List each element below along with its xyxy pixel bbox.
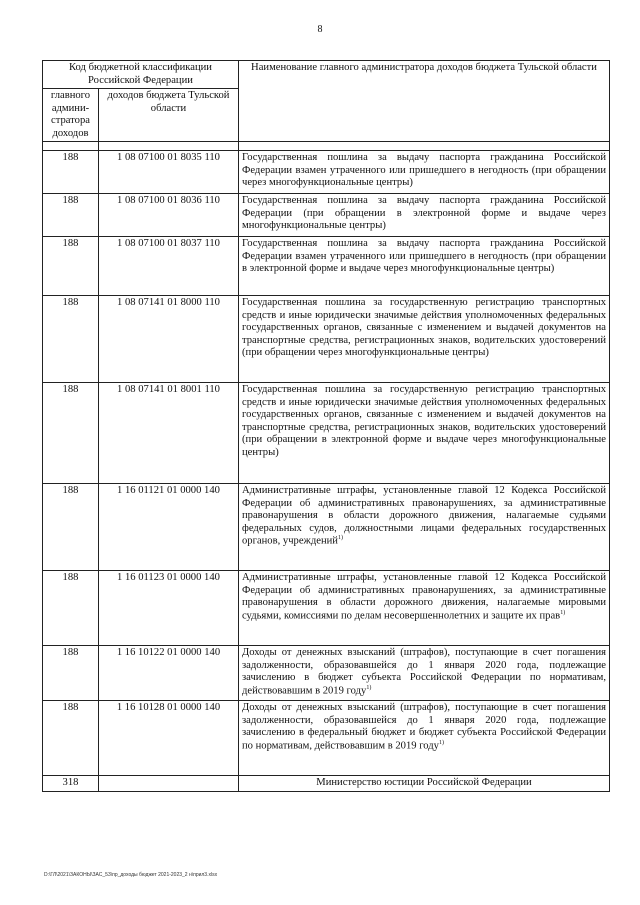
admin-code-cell: 188 bbox=[43, 237, 99, 296]
description-cell bbox=[239, 151, 610, 194]
admin-code-cell: 188 bbox=[43, 151, 99, 194]
admin-code-cell: 188 bbox=[43, 383, 99, 484]
description-text: Государственная пошлина за выдачу паспорта гражданина Российской Федерации (при обращении в электронной форме и выдаче через многофункциональные центры) bbox=[242, 195, 606, 231]
footnote-marker: 1) bbox=[366, 684, 372, 691]
table-row bbox=[43, 701, 610, 776]
table-row bbox=[43, 646, 610, 701]
description-text: Государственная пошлина за выдачу паспорта гражданина Российской Федерации взамен утраченного или пришедшего в негодность (при обращении в электронной форме и выдаче через многофункциональные центры) bbox=[242, 238, 606, 274]
footnote-marker: 1) bbox=[560, 609, 566, 616]
description-cell bbox=[239, 571, 610, 646]
footnote-marker: 1) bbox=[438, 739, 444, 746]
description-cell bbox=[239, 194, 610, 237]
admin-code-cell: 318 bbox=[43, 776, 99, 792]
table-row-ministry bbox=[43, 776, 610, 792]
admin-code-cell: 188 bbox=[43, 646, 99, 701]
income-code-cell: 1 08 07100 01 8037 110 bbox=[99, 237, 239, 296]
admin-code-cell: 188 bbox=[43, 296, 99, 383]
header-row-top bbox=[43, 61, 610, 89]
table-row bbox=[43, 151, 610, 194]
description-cell bbox=[239, 646, 610, 701]
income-code-cell: 1 08 07100 01 8036 110 bbox=[99, 194, 239, 237]
description-cell bbox=[239, 296, 610, 383]
description-text: Административные штрафы, установленные главой 12 Кодекса Российской Федерации об административных правонарушениях, за административные правонарушения в области дорожного движения, налагаемые судьями федеральных судов, должностными лицами федеральных государственных органов, учреждений bbox=[242, 485, 606, 547]
description-text: Государственная пошлина за государственную регистрацию транспортных средств и иные юридически значимые действия уполномоченных федеральных государственных органов, связанные с изменением и выдачей документов на транспортные средства, регистрационных знаков, водительских удостоверений (при обращении в электронной форме и выдаче через многофункциональные центры) bbox=[242, 384, 606, 458]
description-cell bbox=[239, 484, 610, 571]
spacer-row bbox=[43, 142, 610, 151]
header-admin: главного админи-стратора доходов bbox=[43, 89, 99, 142]
table-row bbox=[43, 194, 610, 237]
description-cell bbox=[239, 701, 610, 776]
table-row bbox=[43, 484, 610, 571]
income-code-cell: 1 16 10128 01 0000 140 bbox=[99, 701, 239, 776]
admin-code-cell: 188 bbox=[43, 571, 99, 646]
income-code-cell: 1 08 07141 01 8000 110 bbox=[99, 296, 239, 383]
header-name: Наименование главного администратора доходов бюджета Тульской области bbox=[239, 61, 610, 142]
income-code-cell: 1 16 01121 01 0000 140 bbox=[99, 484, 239, 571]
description-cell bbox=[239, 237, 610, 296]
admin-code-cell: 188 bbox=[43, 484, 99, 571]
header-income: доходов бюджета Тульской области bbox=[99, 89, 239, 142]
income-code-cell bbox=[99, 776, 239, 792]
description-text: Доходы от денежных взысканий (штрафов), поступающие в счет погашения задолженности, образовавшейся до 1 января 2020 года, подлежащие зачислению в бюджет субъекта Российской Федерации по нормативам, действовавшим в 2019 году bbox=[242, 647, 606, 697]
table-body bbox=[43, 142, 610, 792]
ministry-name-cell: Министерство юстиции Российской Федерации bbox=[239, 776, 610, 792]
table-row bbox=[43, 571, 610, 646]
income-code-cell: 1 16 01123 01 0000 140 bbox=[99, 571, 239, 646]
income-code-cell: 1 16 10122 01 0000 140 bbox=[99, 646, 239, 701]
footnote-marker: 1) bbox=[337, 535, 343, 541]
description-text: Государственная пошлина за выдачу паспорта гражданина Российской Федерации взамен утраченного или пришедшего в негодность (при обращении через многофункциональные центры) bbox=[242, 152, 606, 188]
description-cell bbox=[239, 383, 610, 484]
admin-code-cell: 188 bbox=[43, 701, 99, 776]
table-row bbox=[43, 296, 610, 383]
page-number: 8 bbox=[317, 24, 323, 35]
table-row bbox=[43, 383, 610, 484]
income-code-cell: 1 08 07141 01 8001 110 bbox=[99, 383, 239, 484]
budget-classification-table bbox=[42, 60, 610, 792]
description-text: Государственная пошлина за государственную регистрацию транспортных средств и иные юридически значимые действия уполномоченных федеральных государственных органов, связанные с изменением и выдачей документов на транспортные средства, регистрационных знаков, водительских удостоверений (при обращении через многофункциональные центры) bbox=[242, 297, 606, 358]
description-text: Административные штрафы, установленные главой 12 Кодекса Российской Федерации об административных правонарушениях, за административные правонарушения в области дорожного движения, налагаемые мировыми судьями, комиссиями по делам несовершеннолетних и защите их прав bbox=[242, 572, 606, 622]
header-code-group: Код бюджетной классификации Российской Федерации bbox=[43, 61, 239, 89]
table-row bbox=[43, 237, 610, 296]
admin-code-cell: 188 bbox=[43, 194, 99, 237]
file-path-footer: D:\ГЛ\2021\ЗАКОНЫ\ЗАС_53\пр_доходы бюджет 2021-2023_2 н\прил3.xlsx bbox=[44, 872, 218, 878]
description-text: Доходы от денежных взысканий (штрафов), поступающие в счет погашения задолженности, образовавшейся до 1 января 2020 года, подлежащие зачислению в федеральный бюджет и бюджет субъекта Российской Федерации по нормативам, действовавшим в 2019 году bbox=[242, 702, 606, 752]
income-code-cell: 1 08 07100 01 8035 110 bbox=[99, 151, 239, 194]
